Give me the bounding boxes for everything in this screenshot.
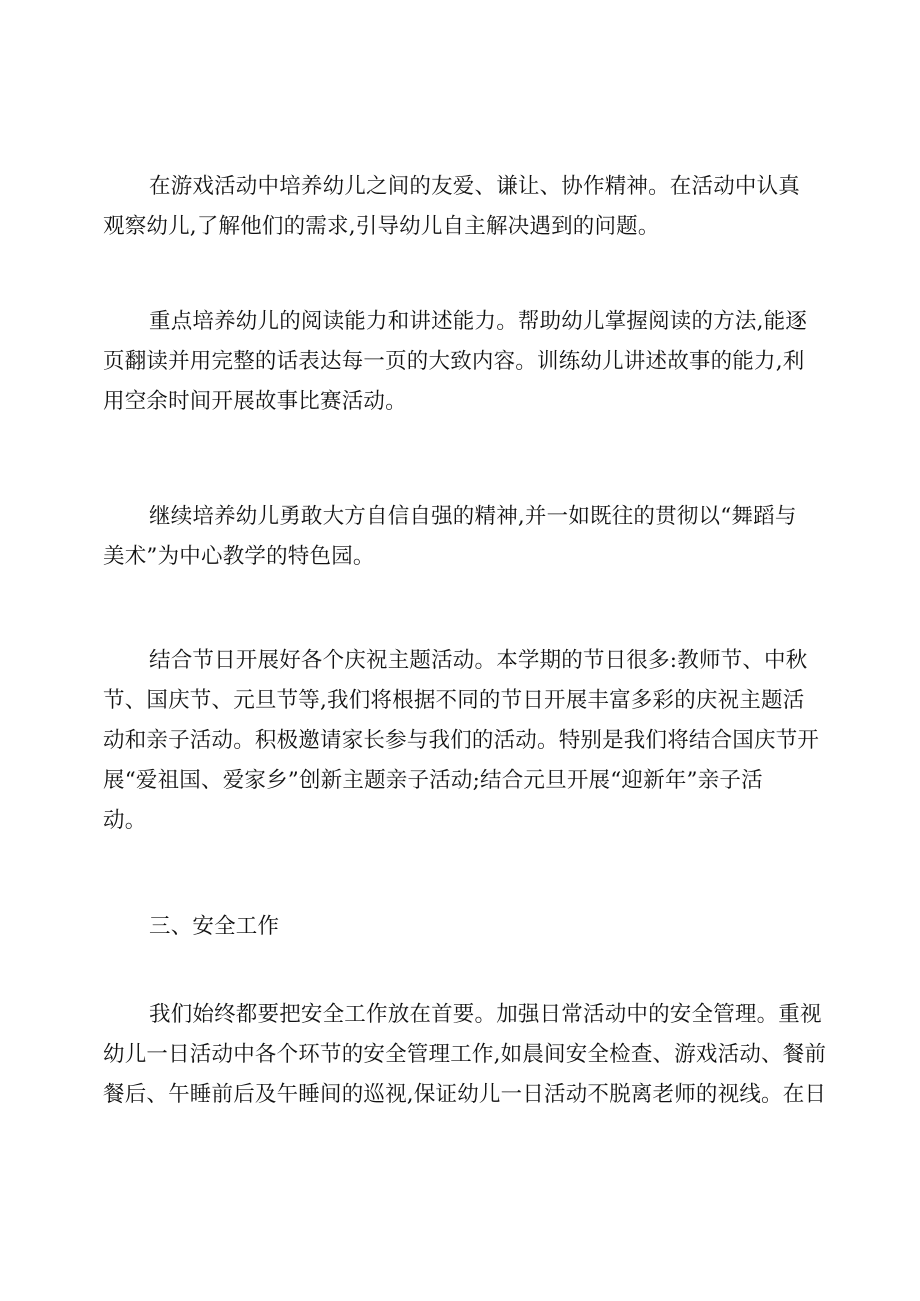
paragraph-festivals bbox=[103, 641, 823, 841]
heading-text: 三、安全工作 bbox=[149, 914, 280, 939]
text-line: 观察幼儿,了解他们的需求,引导幼儿自主解决遇到的问题。 bbox=[103, 214, 660, 239]
text-line: 餐后、午睡前后及午睡间的巡视,保证幼儿一日活动不脱离老师的视线。在日 bbox=[103, 1082, 827, 1107]
text-line: 动和亲子活动。积极邀请家长参与我们的活动。特别是我们将结合国庆节开 bbox=[103, 728, 820, 753]
paragraph-reading bbox=[103, 302, 823, 422]
text-line: 美术”为中心教学的特色园。 bbox=[103, 544, 375, 569]
section-heading-safety bbox=[103, 907, 823, 947]
text-line: 重点培养幼儿的阅读能力和讲述能力。帮助幼儿掌握阅读的方法,能逐 bbox=[149, 309, 808, 334]
text-line: 在游戏活动中培养幼儿之间的友爱、谦让、协作精神。在活动中认真 bbox=[149, 174, 801, 199]
paragraph-friendship bbox=[103, 167, 823, 247]
text-line: 继续培养幼儿勇敢大方自信自强的精神,并一如既往的贯彻以“舞蹈与 bbox=[149, 504, 797, 529]
text-line: 节、国庆节、元旦节等,我们将根据不同的节日开展丰富多彩的庆祝主题活 bbox=[103, 688, 805, 713]
paragraph-safety bbox=[103, 995, 827, 1115]
text-line: 页翻读并用完整的话表达每一页的大致内容。训练幼儿讲述故事的能力,利 bbox=[103, 349, 805, 374]
text-line: 动。 bbox=[103, 808, 147, 833]
text-line: 我们始终都要把安全工作放在首要。加强日常活动中的安全管理。重视 bbox=[149, 1002, 822, 1027]
text-line: 结合节日开展好各个庆祝主题活动。本学期的节日很多:教师节、中秋 bbox=[149, 648, 808, 673]
text-line: 幼儿一日活动中各个环节的安全管理工作,如晨间安全检查、游戏活动、餐前 bbox=[103, 1042, 827, 1067]
text-line: 用空余时间开展故事比赛活动。 bbox=[103, 389, 407, 414]
paragraph-confidence bbox=[103, 497, 823, 577]
text-line: 展“爱祖国、爱家乡”创新主题亲子活动;结合元旦开展“迎新年”亲子活 bbox=[103, 768, 763, 793]
